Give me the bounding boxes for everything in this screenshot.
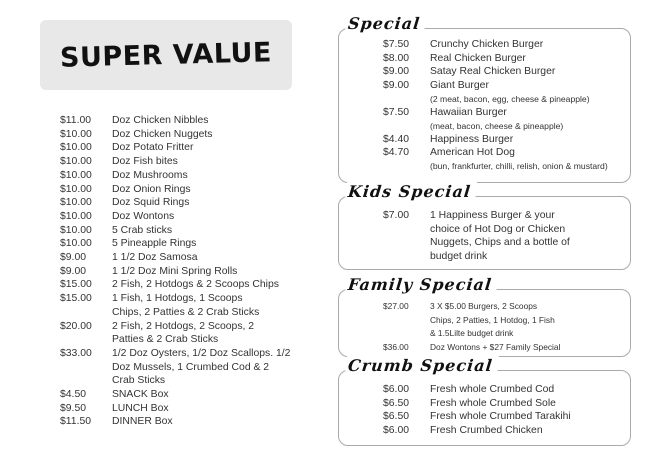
crumb-special-rows <box>383 383 626 438</box>
family-menu-item <box>383 327 626 341</box>
menu-item-description: 1 1/2 Doz Samosa <box>112 252 198 264</box>
menu-item-price: $9.00 <box>383 80 410 92</box>
menu-item-description: Fresh whole Crumbed Sole <box>430 397 556 409</box>
menu-item <box>60 306 322 320</box>
menu-item-description: Real Chicken Burger <box>430 52 526 64</box>
menu-item-price <box>383 314 430 328</box>
menu-item <box>60 333 322 347</box>
family-special-section-title: Family Special <box>345 275 498 295</box>
menu-item-description: 1 Fish, 1 Hotdogs, 1 Scoops <box>112 293 243 305</box>
menu-item-price <box>383 327 430 341</box>
menu-item-price <box>383 236 430 250</box>
menu-item <box>60 388 322 402</box>
menu-item-price: $6.00 <box>383 384 410 395</box>
menu-item-description: choice of Hot Dog or Chicken <box>430 223 566 235</box>
menu-item-description: & 1.5Lilte budget drink <box>430 328 514 339</box>
crumb-menu-item <box>383 383 626 397</box>
menu-item-description: Hawaiian Burger <box>430 106 507 118</box>
special-menu-item <box>383 79 626 93</box>
menu-item <box>60 292 322 306</box>
menu-item-description: Crunchy Chicken Burger <box>430 39 544 50</box>
crumb-special-section-title: Crumb Special <box>345 356 499 376</box>
menu-item <box>60 402 322 416</box>
menu-item-price <box>60 306 112 320</box>
special-menu-item <box>383 65 626 79</box>
crumb-menu-item <box>383 410 626 424</box>
menu-item-price: $10.00 <box>60 238 92 250</box>
menu-item-description: Doz Squid Rings <box>112 197 190 209</box>
menu-item-description: Fresh whole Crumbed Tarakihi <box>430 411 571 423</box>
menu-item-description: Doz Chicken Nibbles <box>112 115 209 126</box>
menu-item-description: (meat, bacon, cheese & pineapple) <box>430 120 564 131</box>
menu-item-price: $6.50 <box>383 397 410 409</box>
menu-item <box>60 415 322 429</box>
special-menu-item <box>383 106 626 120</box>
family-menu-item <box>383 300 626 314</box>
menu-item-price: $4.50 <box>60 389 87 401</box>
menu-item-price: $10.00 <box>60 197 92 209</box>
menu-item-description: Satay Real Chicken Burger <box>430 66 556 78</box>
menu-item-price <box>60 374 112 388</box>
menu-item-description: (bun, frankfurter, chilli, relish, onion & mustard) <box>430 160 608 171</box>
menu-item-price: $7.50 <box>383 106 410 118</box>
menu-item-price: $9.50 <box>60 402 87 414</box>
menu-item <box>60 196 322 210</box>
menu-item <box>60 347 322 361</box>
menu-item <box>60 374 322 388</box>
menu-item-price <box>383 93 430 106</box>
menu-item-description: 1 Happiness Burger & your <box>430 210 555 221</box>
menu-item-price: $15.00 <box>60 293 92 305</box>
menu-item-price: $9.00 <box>60 265 87 277</box>
menu-item-price: $10.00 <box>60 169 92 181</box>
menu-item-description: Patties & 2 Crab Sticks <box>112 334 219 346</box>
menu-item-description: Chips, 2 Patties & 2 Crab Sticks <box>112 306 260 318</box>
menu-item-price: $20.00 <box>60 320 92 332</box>
kids-menu-item <box>383 250 626 264</box>
family-menu-item <box>383 341 626 355</box>
menu-item-price: $4.40 <box>383 133 410 145</box>
menu-item <box>60 278 322 292</box>
kids-menu-item <box>383 223 626 237</box>
kids-special-section <box>338 182 631 270</box>
menu-item-description: 5 Pineapple Rings <box>112 238 197 250</box>
menu-item-description: Giant Burger <box>430 80 489 92</box>
menu-item-description: Doz Fish bites <box>112 156 178 168</box>
menu-item-price <box>383 223 430 237</box>
menu-item-price: $11.00 <box>60 115 92 126</box>
crumb-special-section <box>338 356 631 446</box>
menu-item <box>60 141 322 155</box>
menu-item-description: Doz Mushrooms <box>112 169 188 181</box>
menu-item-price: $10.00 <box>60 156 92 168</box>
menu-item-description: 2 Fish, 2 Hotdogs, 2 Scoops, 2 <box>112 320 255 332</box>
menu-item-price: $10.00 <box>60 142 92 154</box>
menu-item <box>60 224 322 238</box>
menu-item-description: 2 Fish, 2 Hotdogs & 2 Scoops Chips <box>112 279 279 291</box>
kids-special-rows <box>383 209 626 264</box>
family-special-section <box>338 275 631 357</box>
menu-item-price: $10.00 <box>60 210 92 222</box>
menu-item-price: $36.00 <box>383 341 409 352</box>
special-section <box>338 14 631 183</box>
menu-item-description: LUNCH Box <box>112 402 169 414</box>
menu-item-price: $33.00 <box>60 347 92 359</box>
menu-item-price: $9.00 <box>60 252 87 264</box>
menu-item-description: Crab Sticks <box>112 375 166 387</box>
menu-item-price: $6.50 <box>383 411 410 423</box>
menu-item-description: Doz Wontons <box>112 210 175 222</box>
special-menu-item <box>383 120 626 133</box>
menu-item-description: Doz Mussels, 1 Crumbed Cod & 2 <box>112 361 270 373</box>
menu-item-price <box>383 120 430 133</box>
menu-item-price: $4.70 <box>383 147 410 159</box>
menu-item-price: $10.00 <box>60 224 92 236</box>
menu-item <box>60 128 322 142</box>
menu-item-description: (2 meat, bacon, egg, cheese & pineapple) <box>430 93 590 104</box>
menu-item <box>60 210 322 224</box>
menu-item-description: 1 1/2 Doz Mini Spring Rolls <box>112 265 238 277</box>
menu-item-description: SNACK Box <box>112 389 169 401</box>
special-menu-item <box>383 146 626 160</box>
super-value-header <box>40 20 292 90</box>
special-menu-item <box>383 160 626 173</box>
menu-item <box>60 251 322 265</box>
kids-special-section-title: Kids Special <box>345 182 477 202</box>
kids-menu-item <box>383 236 626 250</box>
special-menu-item <box>383 38 626 52</box>
menu-item-price: $6.00 <box>383 425 410 437</box>
menu-item-description: Chips, 2 Patties, 1 Hotdog, 1 Fish <box>430 314 555 325</box>
menu-item-description: 5 Crab sticks <box>112 224 173 236</box>
menu-item <box>60 237 322 251</box>
menu-item-description: DINNER Box <box>112 416 173 428</box>
page-title: SUPER VALUE <box>59 36 273 74</box>
kids-menu-item <box>383 209 626 223</box>
menu-item <box>60 155 322 169</box>
crumb-menu-item <box>383 397 626 411</box>
menu-item <box>60 265 322 279</box>
menu-item <box>60 183 322 197</box>
family-menu-item <box>383 314 626 328</box>
menu-item-price: $15.00 <box>60 279 92 291</box>
menu-item-price: $7.00 <box>383 210 410 221</box>
menu-item-price <box>60 361 112 375</box>
special-menu-item <box>383 133 626 147</box>
special-menu-item <box>383 93 626 106</box>
menu-item-description: Nuggets, Chips and a bottle of <box>430 237 570 249</box>
menu-item <box>60 361 322 375</box>
menu-item-price: $10.00 <box>60 128 92 140</box>
menu-item-price: $27.00 <box>383 301 409 311</box>
menu-item-price: $7.50 <box>383 39 410 50</box>
special-rows <box>383 38 626 173</box>
menu-item-price: $10.00 <box>60 183 92 195</box>
menu-item-price <box>60 333 112 347</box>
menu-item-description: Doz Onion Rings <box>112 183 191 195</box>
menu-item-description: American Hot Dog <box>430 147 515 159</box>
menu-item-price: $9.00 <box>383 66 410 78</box>
special-section-title: Special <box>345 14 426 34</box>
menu-item-price: $11.50 <box>60 416 92 428</box>
menu-item <box>60 169 322 183</box>
menu-item-description: 1/2 Doz Oysters, 1/2 Doz Scallops. 1/2 <box>112 347 291 359</box>
special-menu-item <box>383 52 626 66</box>
menu-item-price <box>383 160 430 173</box>
menu-item-description: budget drink <box>430 251 488 263</box>
menu-item-description: Doz Wontons + $27 Family Special <box>430 341 561 352</box>
menu-item-description: Fresh whole Crumbed Cod <box>430 384 555 395</box>
menu-item-price <box>383 250 430 264</box>
crumb-menu-item <box>383 424 626 438</box>
menu-item-description: Doz Potato Fritter <box>112 142 194 154</box>
menu-item-description: Doz Chicken Nuggets <box>112 128 213 140</box>
menu-item-price: $8.00 <box>383 52 410 64</box>
menu-item-description: Fresh Crumbed Chicken <box>430 425 543 437</box>
family-special-rows <box>383 300 626 354</box>
menu-item-description: Happiness Burger <box>430 133 514 145</box>
menu-item-description: 3 X $5.00 Burgers, 2 Scoops <box>430 301 538 311</box>
menu-item <box>60 114 322 128</box>
menu-item <box>60 320 322 334</box>
super-value-list <box>60 114 322 429</box>
